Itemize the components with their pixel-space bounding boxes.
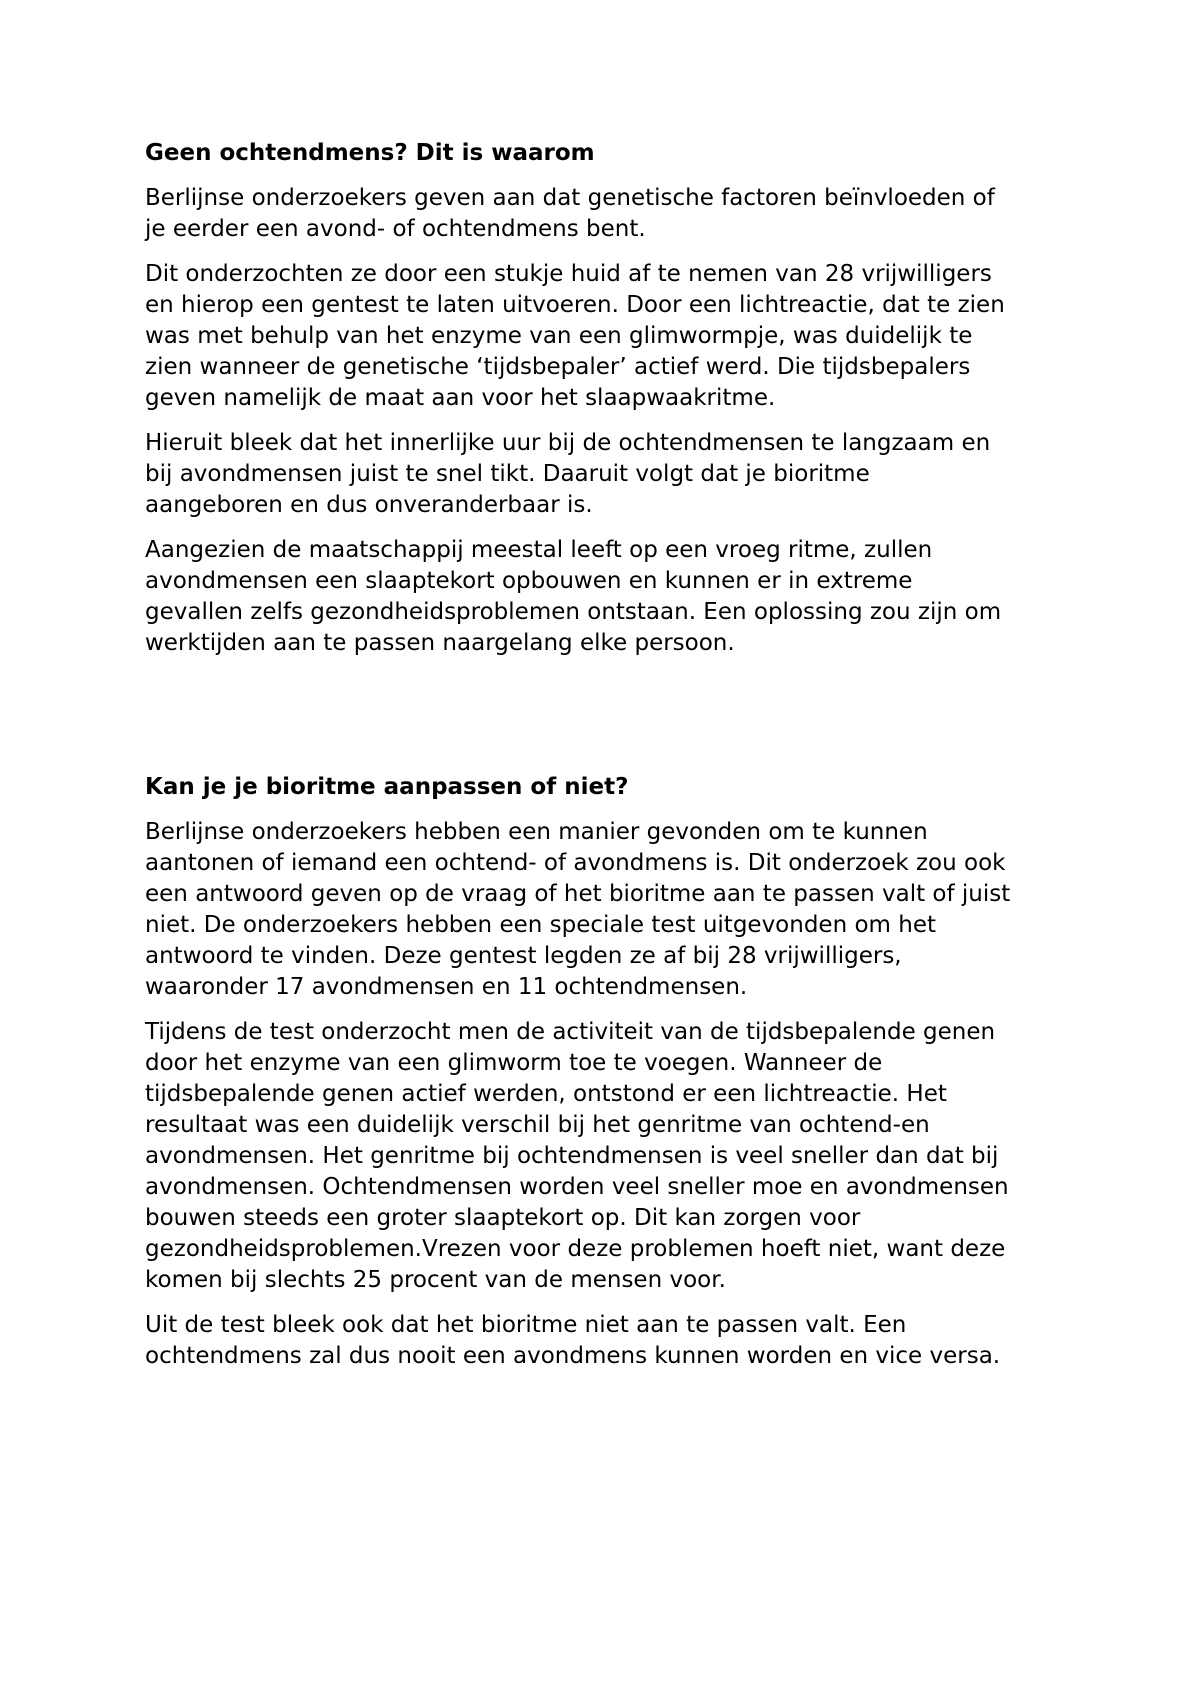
paragraph: Dit onderzochten ze door een stukje huid af te nemen van 28 vrijwilligers en hierop een gentest te laten uitvoeren. Door een lichtreactie, dat te zien was met behulp van het enzyme van een glimwormpje, was duidelijk te zien wanneer de genetische ‘tijdsbepaler’ actief werd. Die tijdsbepalers geven namelijk de maat aan voor het slaapwaakritme.	[145, 261, 1005, 411]
paragraph: Uit de test bleek ook dat het bioritme niet aan te passen valt. Een ochtendmens zal dus nooit een avondmens kunnen worden en vice versa.	[145, 1312, 1001, 1369]
paragraph: Aangezien de maatschappij meestal leeft op een vroeg ritme, zullen avondmensen een slaaptekort opbouwen en kunnen er in extreme gevallen zelfs gezondheidsproblemen ontstaan. Een oplossing zou zijn om werktijden aan te passen naargelang elke persoon.	[145, 537, 1002, 656]
paragraph: Hieruit bleek dat het innerlijke uur bij de ochtendmensen te langzaam en bij avondmensen juist te snel tikt. Daaruit volgt dat je bioritme aangeboren en dus onveranderbaar is.	[145, 430, 991, 518]
paragraph: Berlijnse onderzoekers geven aan dat genetische factoren beïnvloeden of je eerder een avond- of ochtendmens bent.	[145, 185, 995, 242]
section-title: Geen ochtendmens? Dit is waarom	[145, 140, 595, 166]
section-geen-ochtendmens	[145, 138, 1085, 659]
section-bioritme-aanpassen	[145, 772, 1085, 1372]
paragraph: Tijdens de test onderzocht men de activiteit van de tijdsbepalende genen door het enzyme van een glimworm toe te voegen. Wanneer de tijdsbepalende genen actief werden, ontstond er een lichtreactie. Het resultaat was een duidelijk verschil bij het genritme van ochtend-en avondmensen. Het genritme bij ochtendmensen is veel sneller dan dat bij avondmensen. Ochtendmensen worden veel sneller moe en avondmensen bouwen steeds een groter slaaptekort op. Dit kan zorgen voor gezondheidsproblemen.Vrezen voor deze problemen hoeft niet, want deze komen bij slechts 25 procent van de mensen voor.	[145, 1019, 1009, 1293]
document-page	[145, 138, 1085, 1386]
section-title: Kan je je bioritme aanpassen of niet?	[145, 774, 629, 800]
paragraph: Berlijnse onderzoekers hebben een manier gevonden om te kunnen aantonen of iemand een ochtend- of avondmens is. Dit onderzoek zou ook een antwoord geven op de vraag of het bioritme aan te passen valt of juist niet. De onderzoekers hebben een speciale test uitgevonden om het antwoord te vinden. Deze gentest legden ze af bij 28 vrijwilligers, waaronder 17 avondmensen en 11 ochtendmensen.	[145, 819, 1011, 1000]
